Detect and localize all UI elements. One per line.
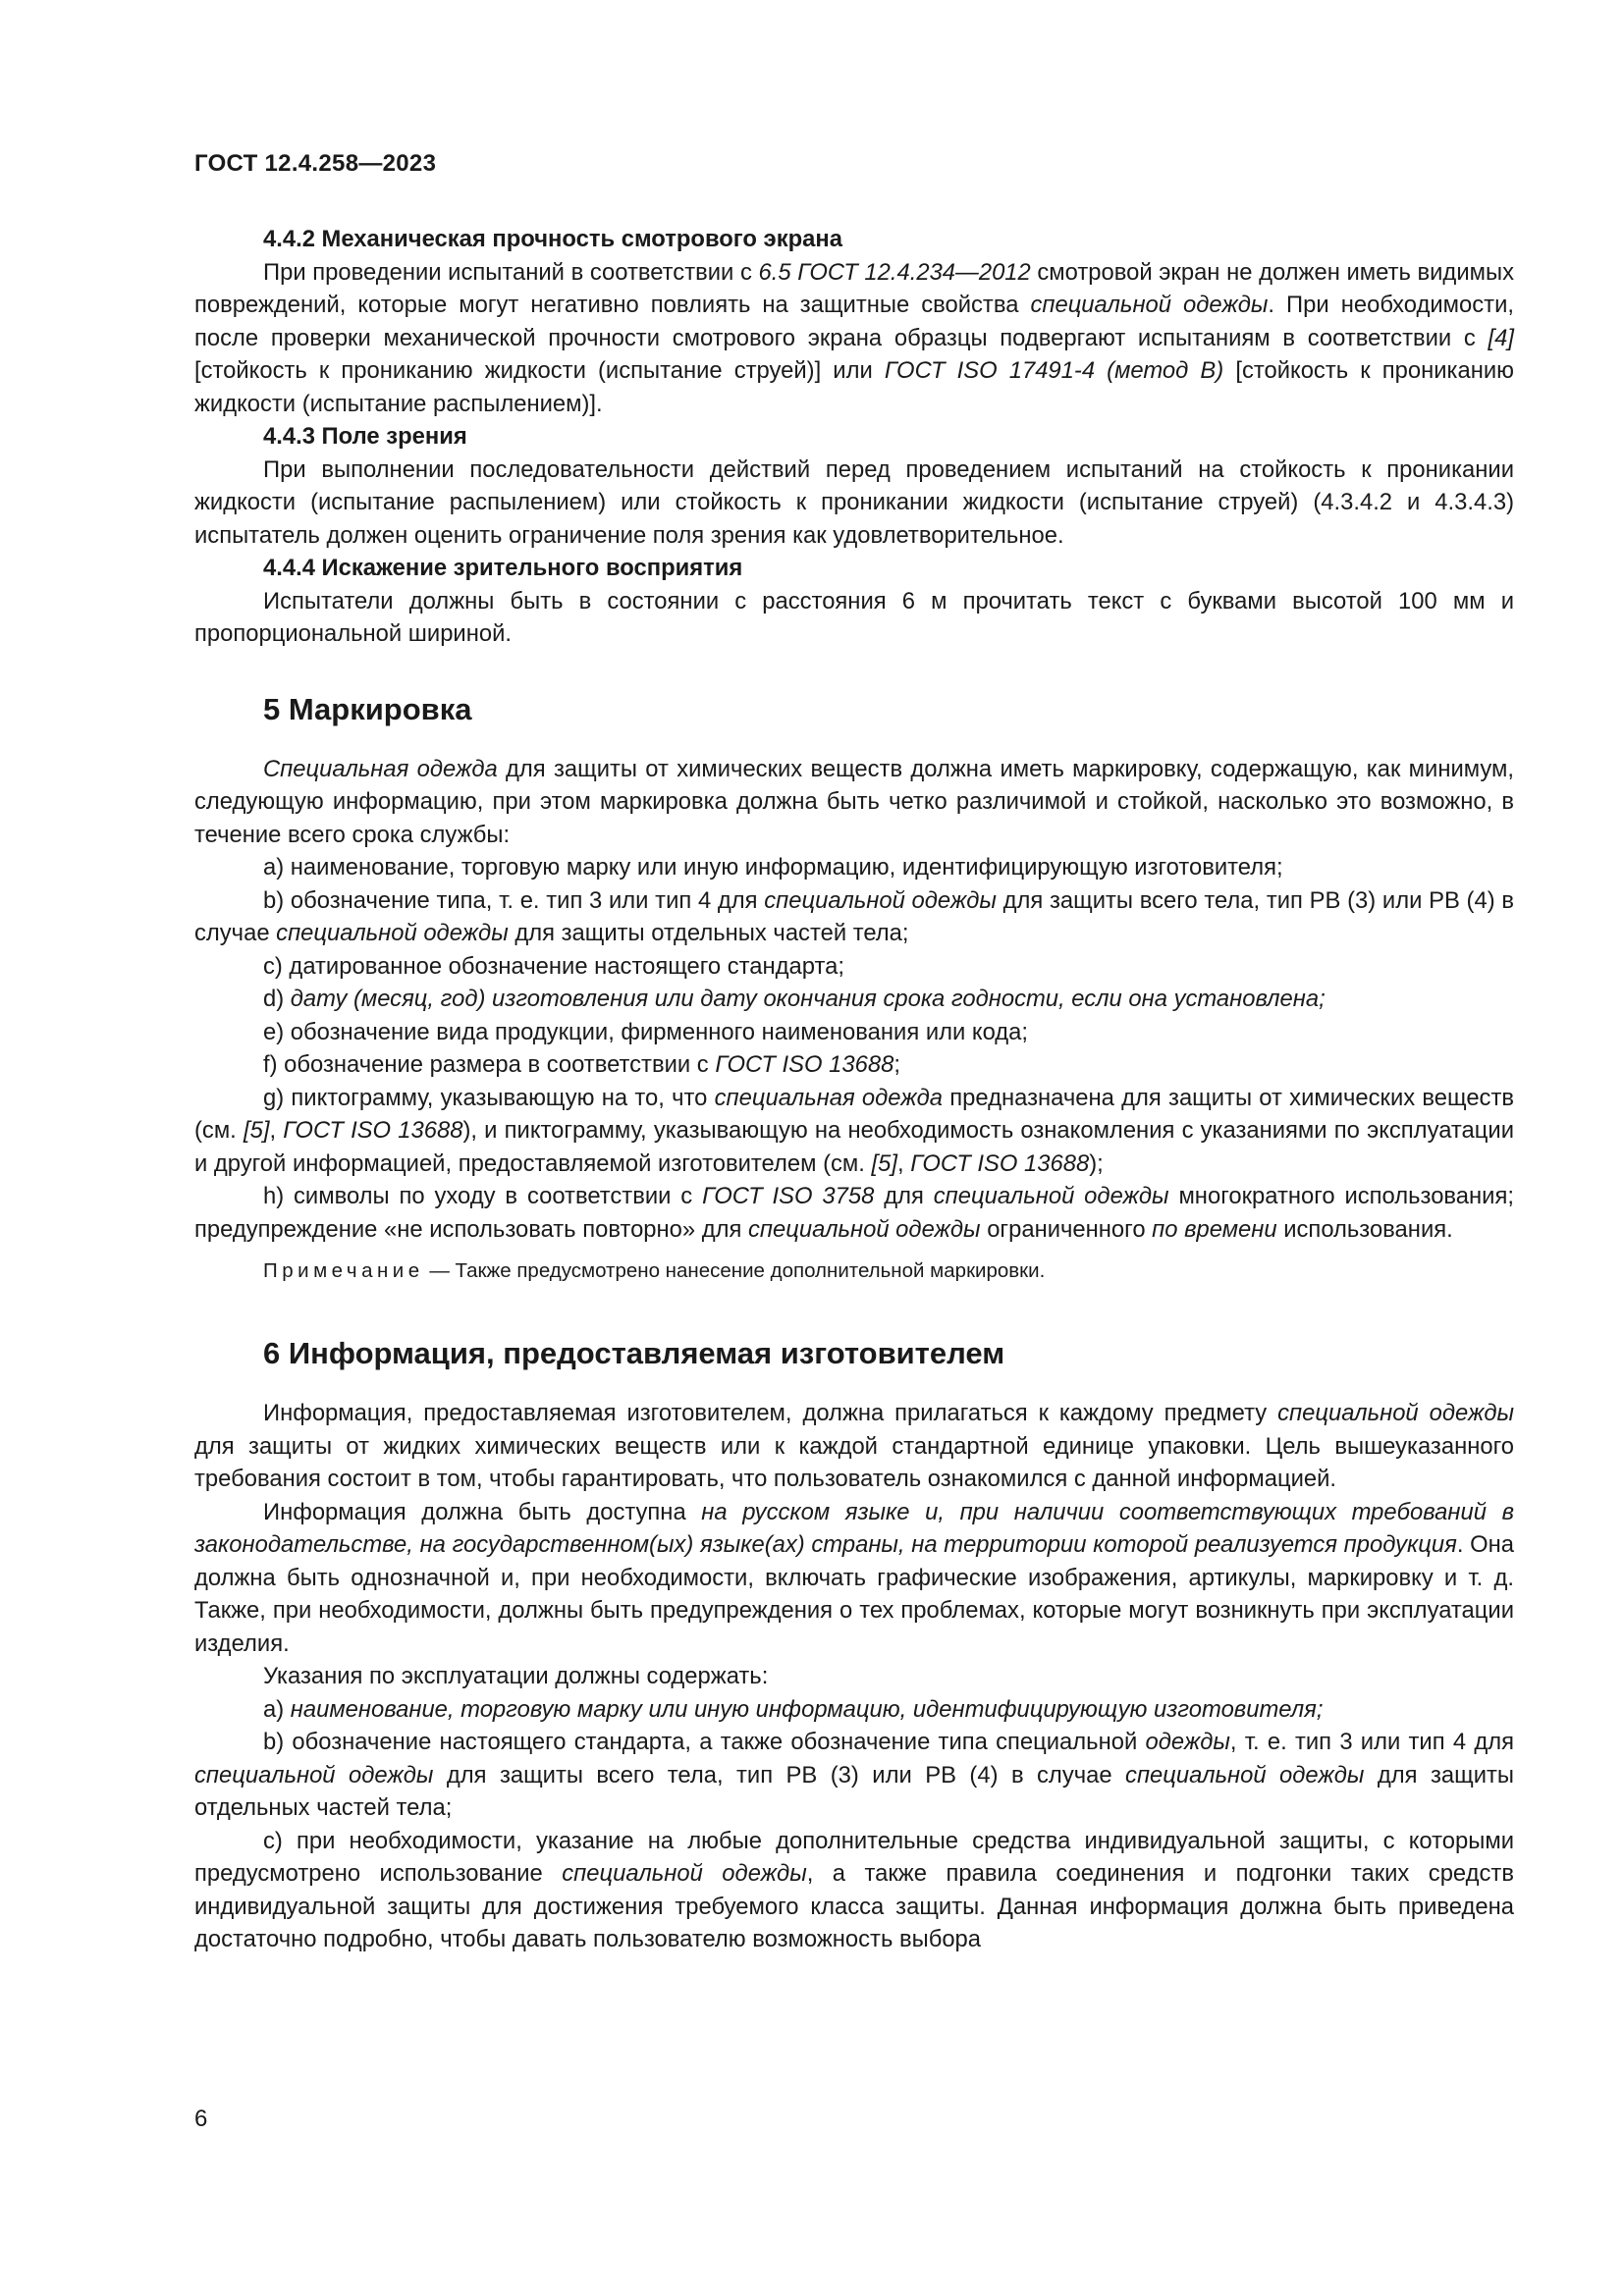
paragraph: При проведении испытаний в соответствии с 6.5 ГОСТ 12.4.234—2012 смотровой экран не должен иметь видимых повреждений, которые могут негативно повлиять на защитные свойства специальной одежды. При необходимости, после проверки механической прочности смотрового экрана образцы подвергают испытаниям в соответствии с [4] [стойкость к прониканию жидкости (испытание струей)] или ГОСТ ISO 17491-4 (метод B) [стойкость к прониканию жидкости (испытание распылением)].	[194, 258, 1515, 417]
list-item: g) пиктограмму, указывающую на то, что специальная одежда предназначена для защиты от химических веществ (см. [5], ГОСТ ISO 13688), и пиктограмму, указывающую на необходимость ознакомления с указаниями по эксплуатации и другой информацией, предоставляемой изготовителем (см. [5], ГОСТ ISO 13688);	[194, 1084, 1514, 1177]
paragraph: Информация, предоставляемая изготовителем, должна прилагаться к каждому предмету специальной одежды для защиты от жидких химических веществ или к каждой стандартной единице упаковки. Цель вышеуказанного требования состоит в том, чтобы гарантировать, что пользователь ознакомился с данной информацией.	[194, 1400, 1514, 1492]
document-body	[194, 223, 1514, 1956]
paragraph: При выполнении последовательности действий перед проведением испытаний на стойкость к проникании жидкости (испытание распылением) или стойкость к проникании жидкости (испытание струей) (4.3.4.2 и 4.3.4.3) испытатель должен оценить ограничение поля зрения как удовлетворительное.	[194, 455, 1514, 549]
heading-4-4-4: 4.4.4 Искажение зрительного восприятия	[263, 555, 743, 581]
list-item: c) при необходимости, указание на любые дополнительные средства индивидуальной защиты, с которыми предусмотрено использование специальной одежды, а также правила соединения и подгонки таких средств индивидуальной защиты для достижения требуемого класса защиты. Данная информация должна быть приведена достаточно подробно, чтобы давать пользователю возможность выбора	[194, 1827, 1514, 1952]
heading-4-4-2: 4.4.2 Механическая прочность смотрового экрана	[263, 226, 842, 252]
list-item: a) наименование, торговую марку или иную информацию, идентифицирующую изготовителя;	[263, 1695, 1324, 1723]
note: Примечание — Также предусмотрено нанесение дополнительной маркировки.	[263, 1259, 1046, 1282]
list-item: e) обозначение вида продукции, фирменного наименования или кода;	[263, 1018, 1029, 1045]
heading-section-6: 6 Информация, предоставляемая изготовителем	[263, 1336, 1005, 1370]
list-item: b) обозначение настоящего стандарта, а также обозначение типа специальной одежды, т. е. тип 3 или тип 4 для специальной одежды для защиты всего тела, тип PB (3) или PB (4) в случае специальной одежды для защиты отдельных частей тела;	[194, 1729, 1515, 1821]
heading-4-4-3: 4.4.3 Поле зрения	[263, 423, 467, 450]
paragraph: Указания по эксплуатации должны содержать:	[263, 1663, 769, 1689]
list-item: a) наименование, торговую марку или иную информацию, идентифицирующую изготовителя;	[263, 854, 1283, 881]
heading-section-5: 5 Маркировка	[263, 691, 472, 726]
document-header: ГОСТ 12.4.258—2023	[194, 150, 437, 177]
paragraph: Специальная одежда для защиты от химических веществ должна иметь маркировку, содержащую, как минимум, следующую информацию, при этом маркировка должна быть четко различимой и стойкой, насколько это возможно, в течение всего срока службы:	[194, 755, 1514, 848]
list-item: h) символы по уходу в соответствии с ГОСТ ISO 3758 для специальной одежды многократного использования; предупреждение «не использовать повторно» для специальной одежды ограниченного по времени использования.	[194, 1183, 1514, 1243]
list-item: c) датированное обозначение настоящего стандарта;	[263, 952, 844, 980]
paragraph: Информация должна быть доступна на русском языке и, при наличии соответствующих требований в законодательстве, на государственном(ых) языке(ах) страны, на территории которой реализуется продукция. Она должна быть однозначной и, при необходимости, включать графические изображения, артикулы, маркировку и т. д. Также, при необходимости, должны быть предупреждения о тех проблемах, которые могут возникнуть при эксплуатации изделия.	[194, 1498, 1514, 1657]
paragraph: Испытатели должны быть в состоянии с расстояния 6 м прочитать текст с буквами высотой 100 мм и пропорциональной шириной.	[194, 587, 1514, 647]
list-item: d) дату (месяц, год) изготовления или дату окончания срока годности, если она установлена;	[263, 986, 1326, 1012]
list-item: b) обозначение типа, т. е. тип 3 или тип 4 для специальной одежды для защиты всего тела, тип PB (3) или PB (4) в случае специальной одежды для защиты отдельных частей тела;	[194, 886, 1514, 946]
list-item: f) обозначение размера в соответствии с ГОСТ ISO 13688;	[263, 1051, 900, 1078]
page-number: 6	[194, 2106, 208, 2132]
